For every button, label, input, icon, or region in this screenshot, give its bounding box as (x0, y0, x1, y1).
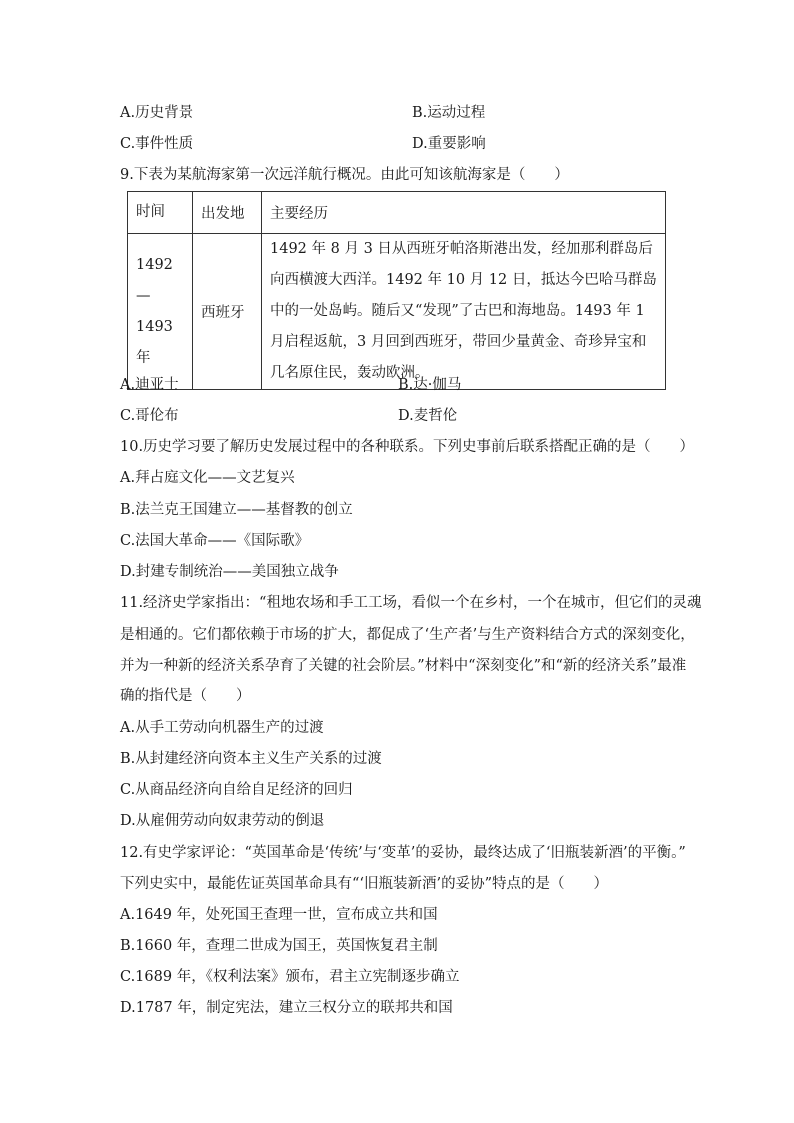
q10-option-b: B.法兰克王国建立——基督教的创立 (120, 502, 353, 518)
table-row (128, 234, 666, 390)
q10-stem: 10.历史学习要了解历史发展过程中的各种联系。下列史事前后联系搭配正确的是（ ） (120, 439, 695, 455)
q9-voyage-table (127, 191, 666, 390)
q11-stem-line-3: 并为一种新的经济关系孕育了关键的社会阶层。”材料中“深刻变化”和“新的经济关系”最准 (120, 658, 687, 674)
q9-option-b: B.达·伽马 (398, 377, 462, 393)
q11-option-b: B.从封建经济向资本主义生产关系的过渡 (120, 751, 382, 767)
q9-option-a: A.迪亚士 (120, 377, 179, 393)
q11-option-c: C.从商品经济向自给自足经济的回归 (120, 782, 353, 798)
q8-option-c: C.事件性质 (120, 136, 194, 152)
table-cell-departure: 西班牙 (193, 234, 262, 390)
table-header-time: 时间 (128, 192, 193, 234)
q12-option-a: A.1649 年，处死国王查理一世，宣布成立共和国 (120, 907, 438, 923)
q8-option-d: D.重要影响 (412, 136, 486, 152)
q12-option-b: B.1660 年，查理二世成为国王，英国恢复君主制 (120, 938, 438, 954)
table-header-departure: 出发地 (193, 192, 262, 234)
table-header-experience: 主要经历 (262, 192, 666, 234)
q12-stem-line-2: 下列史实中，最能佐证英国革命具有“‘旧瓶装新酒’的妥协”特点的是（ ） (120, 876, 609, 892)
q8-option-b: B.运动过程 (412, 105, 486, 121)
table-cell-experience: 1492 年 8 月 3 日从西班牙帕洛斯港出发，经加那利群岛后向西横渡大西洋。1492 年 10 月 12 日，抵达今巴哈马群岛中的一处岛屿。随后又“发现”了古巴和海地岛。1493 年 1 月启程返航，3 月回到西班牙，带回少量黄金、奇珍异宝和几名原住民，轰动欧洲。 (262, 234, 666, 390)
q11-option-d: D.从雇佣劳动向奴隶劳动的倒退 (120, 813, 325, 829)
q11-option-a: A.从手工劳动向机器生产的过渡 (120, 720, 324, 736)
q11-stem-line-4: 确的指代是（ ） (120, 688, 251, 704)
q9-option-c: C.哥伦布 (120, 408, 179, 424)
q10-option-d: D.封建专制统治——美国独立战争 (120, 564, 339, 580)
q9-option-d: D.麦哲伦 (398, 408, 458, 424)
q9-stem: 9.下表为某航海家第一次远洋航行概况。由此可知该航海家是（ ） (120, 167, 569, 183)
table-cell-time (128, 234, 193, 390)
time-line-2: 1493 年 (136, 318, 173, 366)
q12-option-c: C.1689 年，《权利法案》颁布，君主立宪制逐步确立 (120, 969, 460, 985)
table-header-row (128, 192, 666, 234)
q10-option-a: A.拜占庭文化——文艺复兴 (120, 470, 295, 486)
q8-option-a: A.历史背景 (120, 105, 194, 121)
q11-stem-line-1: 11.经济史学家指出：“租地农场和手工工场，看似一个在乡村，一个在城市，但它们的灵魂 (120, 595, 702, 611)
q12-stem-line-1: 12.有史学家评论：“英国革命是‘传统’与‘变革’的妥协，最终达成了‘旧瓶装新酒’的平衡。” (120, 845, 686, 861)
q10-option-c: C.法国大革命——《国际歌》 (120, 533, 310, 549)
q12-option-d: D.1787 年，制定宪法，建立三权分立的联邦共和国 (120, 1000, 453, 1016)
time-line-1: 1492— (136, 256, 173, 304)
q11-stem-line-2: 是相通的。它们都依赖于市场的扩大，都促成了‘生产者’与生产资料结合方式的深刻变化， (120, 627, 695, 643)
